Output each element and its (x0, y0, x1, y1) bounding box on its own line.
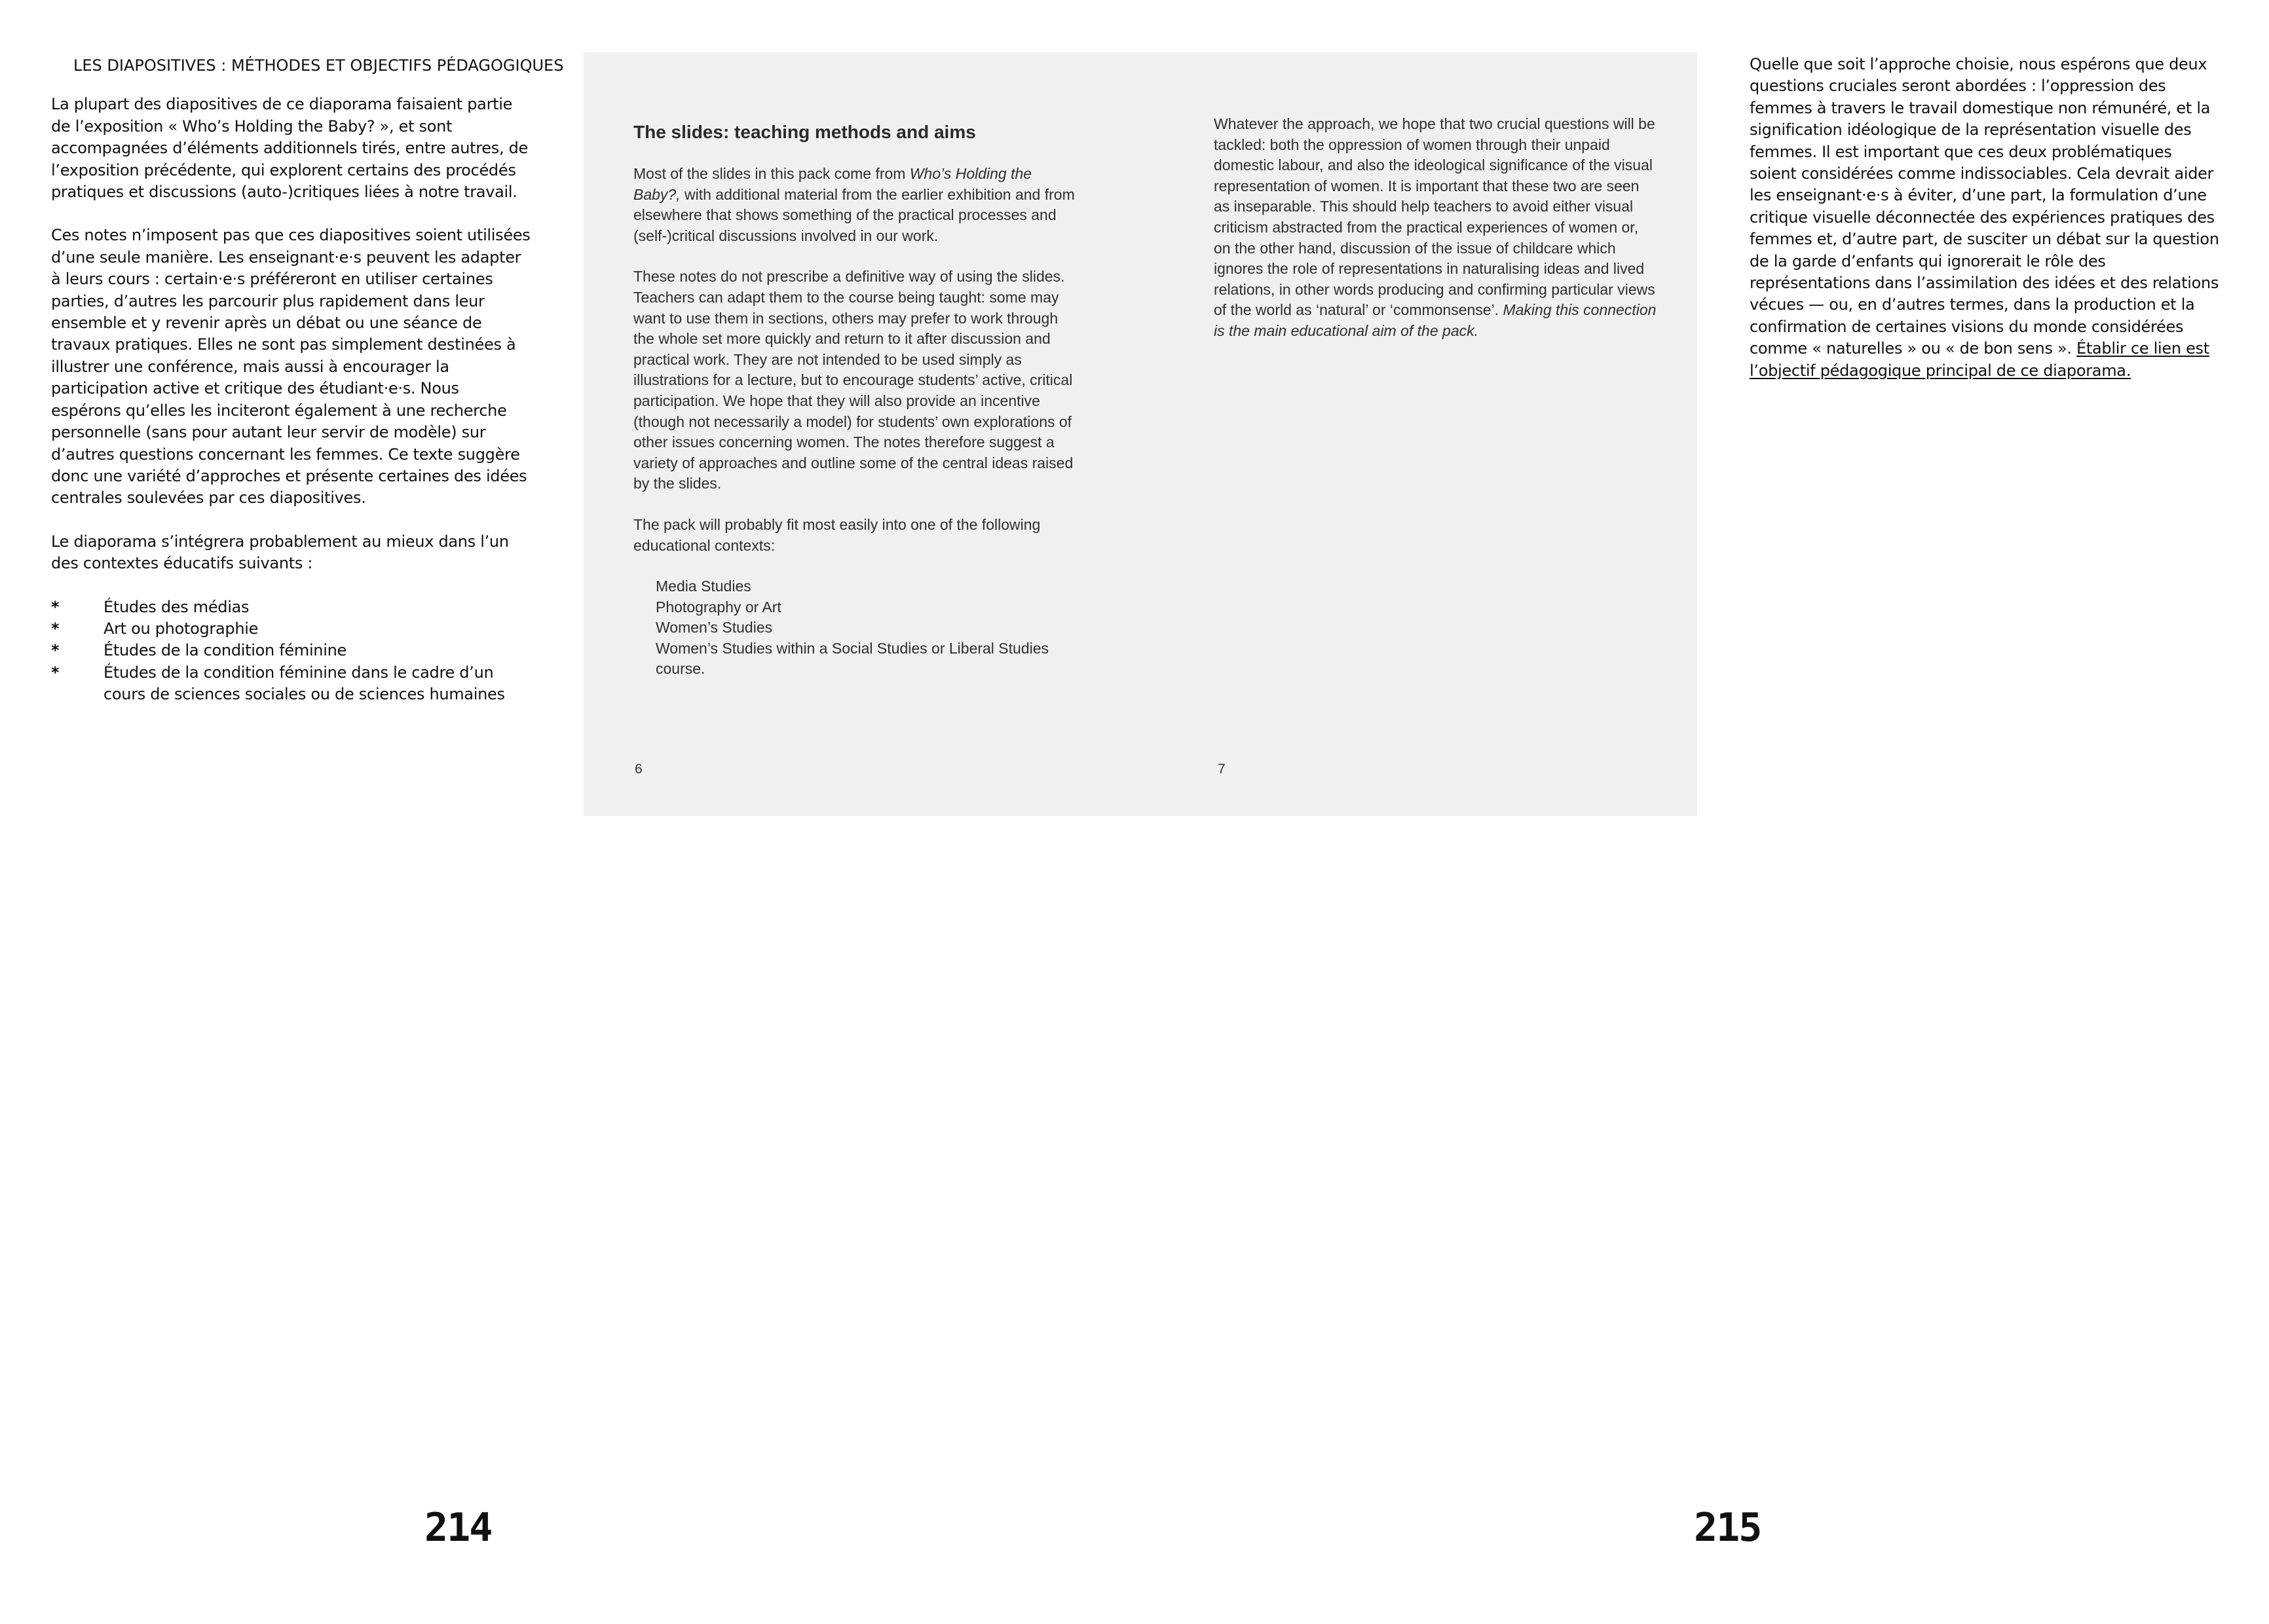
page-number-right: 215 (1694, 1505, 1761, 1551)
contexts-list (51, 597, 531, 706)
list-item: * Études de la condition féminine dans le cadre d’un cours de sciences sociales ou de sciences humaines (51, 663, 505, 704)
list-item: * Art ou photographie (51, 618, 531, 640)
scanned-document (584, 52, 1697, 816)
list-item: * Études de la condition féminine (51, 640, 531, 661)
asterisk-icon: * (51, 619, 60, 638)
list-item: Women’s Studies within a Social Studies or Liberal Studies course. (656, 639, 1049, 678)
scan-paragraph-2: These notes do not prescribe a definitive way of using the slides. Teachers can adapt them to the course being taught: some may want to use them in sections, others may prefer to work through the whole set more quickly and return to it after discussion and practical work. They are not intended to be used simply as illustrations for a lecture, but to encourage students’ active, critical participation. We hope that they will also provide an incentive (though not necessarily a model) for students’ own explorations of other issues concerning women. The notes therefore suggest a variety of approaches and outline some of the central ideas raised by the slides. (633, 268, 1074, 492)
scan-paragraph-4: Whatever the approach, we hope that two crucial questions will be tackled: both the oppression of women through their unpaid domestic labour, and also the ideological significance of the visual representation of women. It is important that these two are seen as inseparable. This should help teachers to avoid either visual criticism abstracted from the practical experiences of women or, on the other hand, discussion of the issue of childcare which ignores the role of representations in naturalising ideas and lived relations, in other words producing and confirming particular views of the world as ‘natural’ or ‘commonsense’. Making this connection is the main educational aim of the pack. (1214, 115, 1657, 339)
paragraph-4: Quelle que soit l’approche choisie, nous espérons que deux questions cruciales seront abordées : l’oppression des femmes à travers le travail domestique non rémunéré, et la signification idéologique de la représentation visuelle des femmes. Il est important que ces deux problématiques soient considérées comme indissociables. Cela devrait aider les enseignant·e·s à éviter, d’une part, la formulation d’une critique visuelle déconnectée des expériences pratiques des femmes et, d’autre part, de susciter un débat sur la question de la garde d’enfants qui ignorerait le rôle des représentations dans l’assimilation des idées et des relations vécues — ou, en d’autres termes, dans la production et la confirmation de certaines visions du monde considérées comme « naturelles » ou « de bon sens ». Établir ce lien est l’objectif pédagogique principal de ce diaporama. (1750, 55, 2219, 380)
paragraph-2: Ces notes n’imposent pas que ces diapositives soient utilisées d’une seule manière. Les enseignant·e·s peuvent les adapter à leurs cours : certain·e·s préféreront en utiliser certaines parties, d’autres les parcourir plus rapidement dans leur ensemble et y revenir après un débat ou une séance de travaux pratiques. Elles ne sont pas simplement destinées à illustrer une conférence, mais aussi à encourager la participation active et critique des étudiant·e·s. Nous espérons qu’elles les inciteront également à une recherche personnelle (sans pour autant leur servir de modèle) sur d’autres questions concernant les femmes. Ce texte suggère donc une variété d’approches et présente certaines des idées centrales soulevées par ces diapositives. (51, 226, 531, 507)
asterisk-icon: * (51, 597, 60, 616)
scan-right-column (1214, 114, 1659, 342)
scan-left-column (633, 164, 1079, 680)
asterisk-icon: * (51, 641, 60, 660)
scan-contexts-list (633, 576, 1079, 680)
scan-page-number-7: 7 (1218, 762, 1226, 777)
list-item: Photography or Art (656, 598, 781, 616)
scan-paragraph-3: The pack will probably fit most easily into one of the following educational contexts: (633, 515, 1041, 554)
scan-page-number-6: 6 (635, 762, 643, 777)
scan-heading: The slides: teaching methods and aims (633, 122, 976, 142)
asterisk-icon: * (51, 663, 60, 682)
left-page-text (51, 55, 564, 706)
paragraph-3: Le diaporama s’intégrera probablement au mieux dans l’un des contextes éducatifs suivants : (51, 532, 509, 573)
list-item: * Études des médias (51, 597, 531, 618)
scan-paragraph-1: Most of the slides in this pack come from Who’s Holding the Baby?, with additional material from the earlier exhibition and from elsewhere that shows something of the practical processes and (self-)critical discussions involved in our work. (633, 165, 1075, 244)
list-item: Women’s Studies (656, 619, 773, 637)
paragraph-1: La plupart des diapositives de ce diaporama faisaient partie de l’exposition « Who’s Holding the Baby? », et sont accompagnées d’éléments additionnels tirés, entre autres, de l’exposition précédente, qui explorent certains des procédés pratiques et discussions (auto-)critiques liées à notre travail. (51, 95, 529, 202)
section-heading: LES DIAPOSITIVES : MÉTHODES ET OBJECTIFS PÉDAGOGIQUES (73, 56, 564, 75)
page-number-left: 214 (424, 1505, 492, 1551)
underlined-conclusion: Établir ce lien est l’objectif pédagogique principal de ce diaporama. (1750, 339, 2209, 380)
right-page-text (1750, 54, 2221, 382)
list-item: Media Studies (656, 578, 751, 595)
